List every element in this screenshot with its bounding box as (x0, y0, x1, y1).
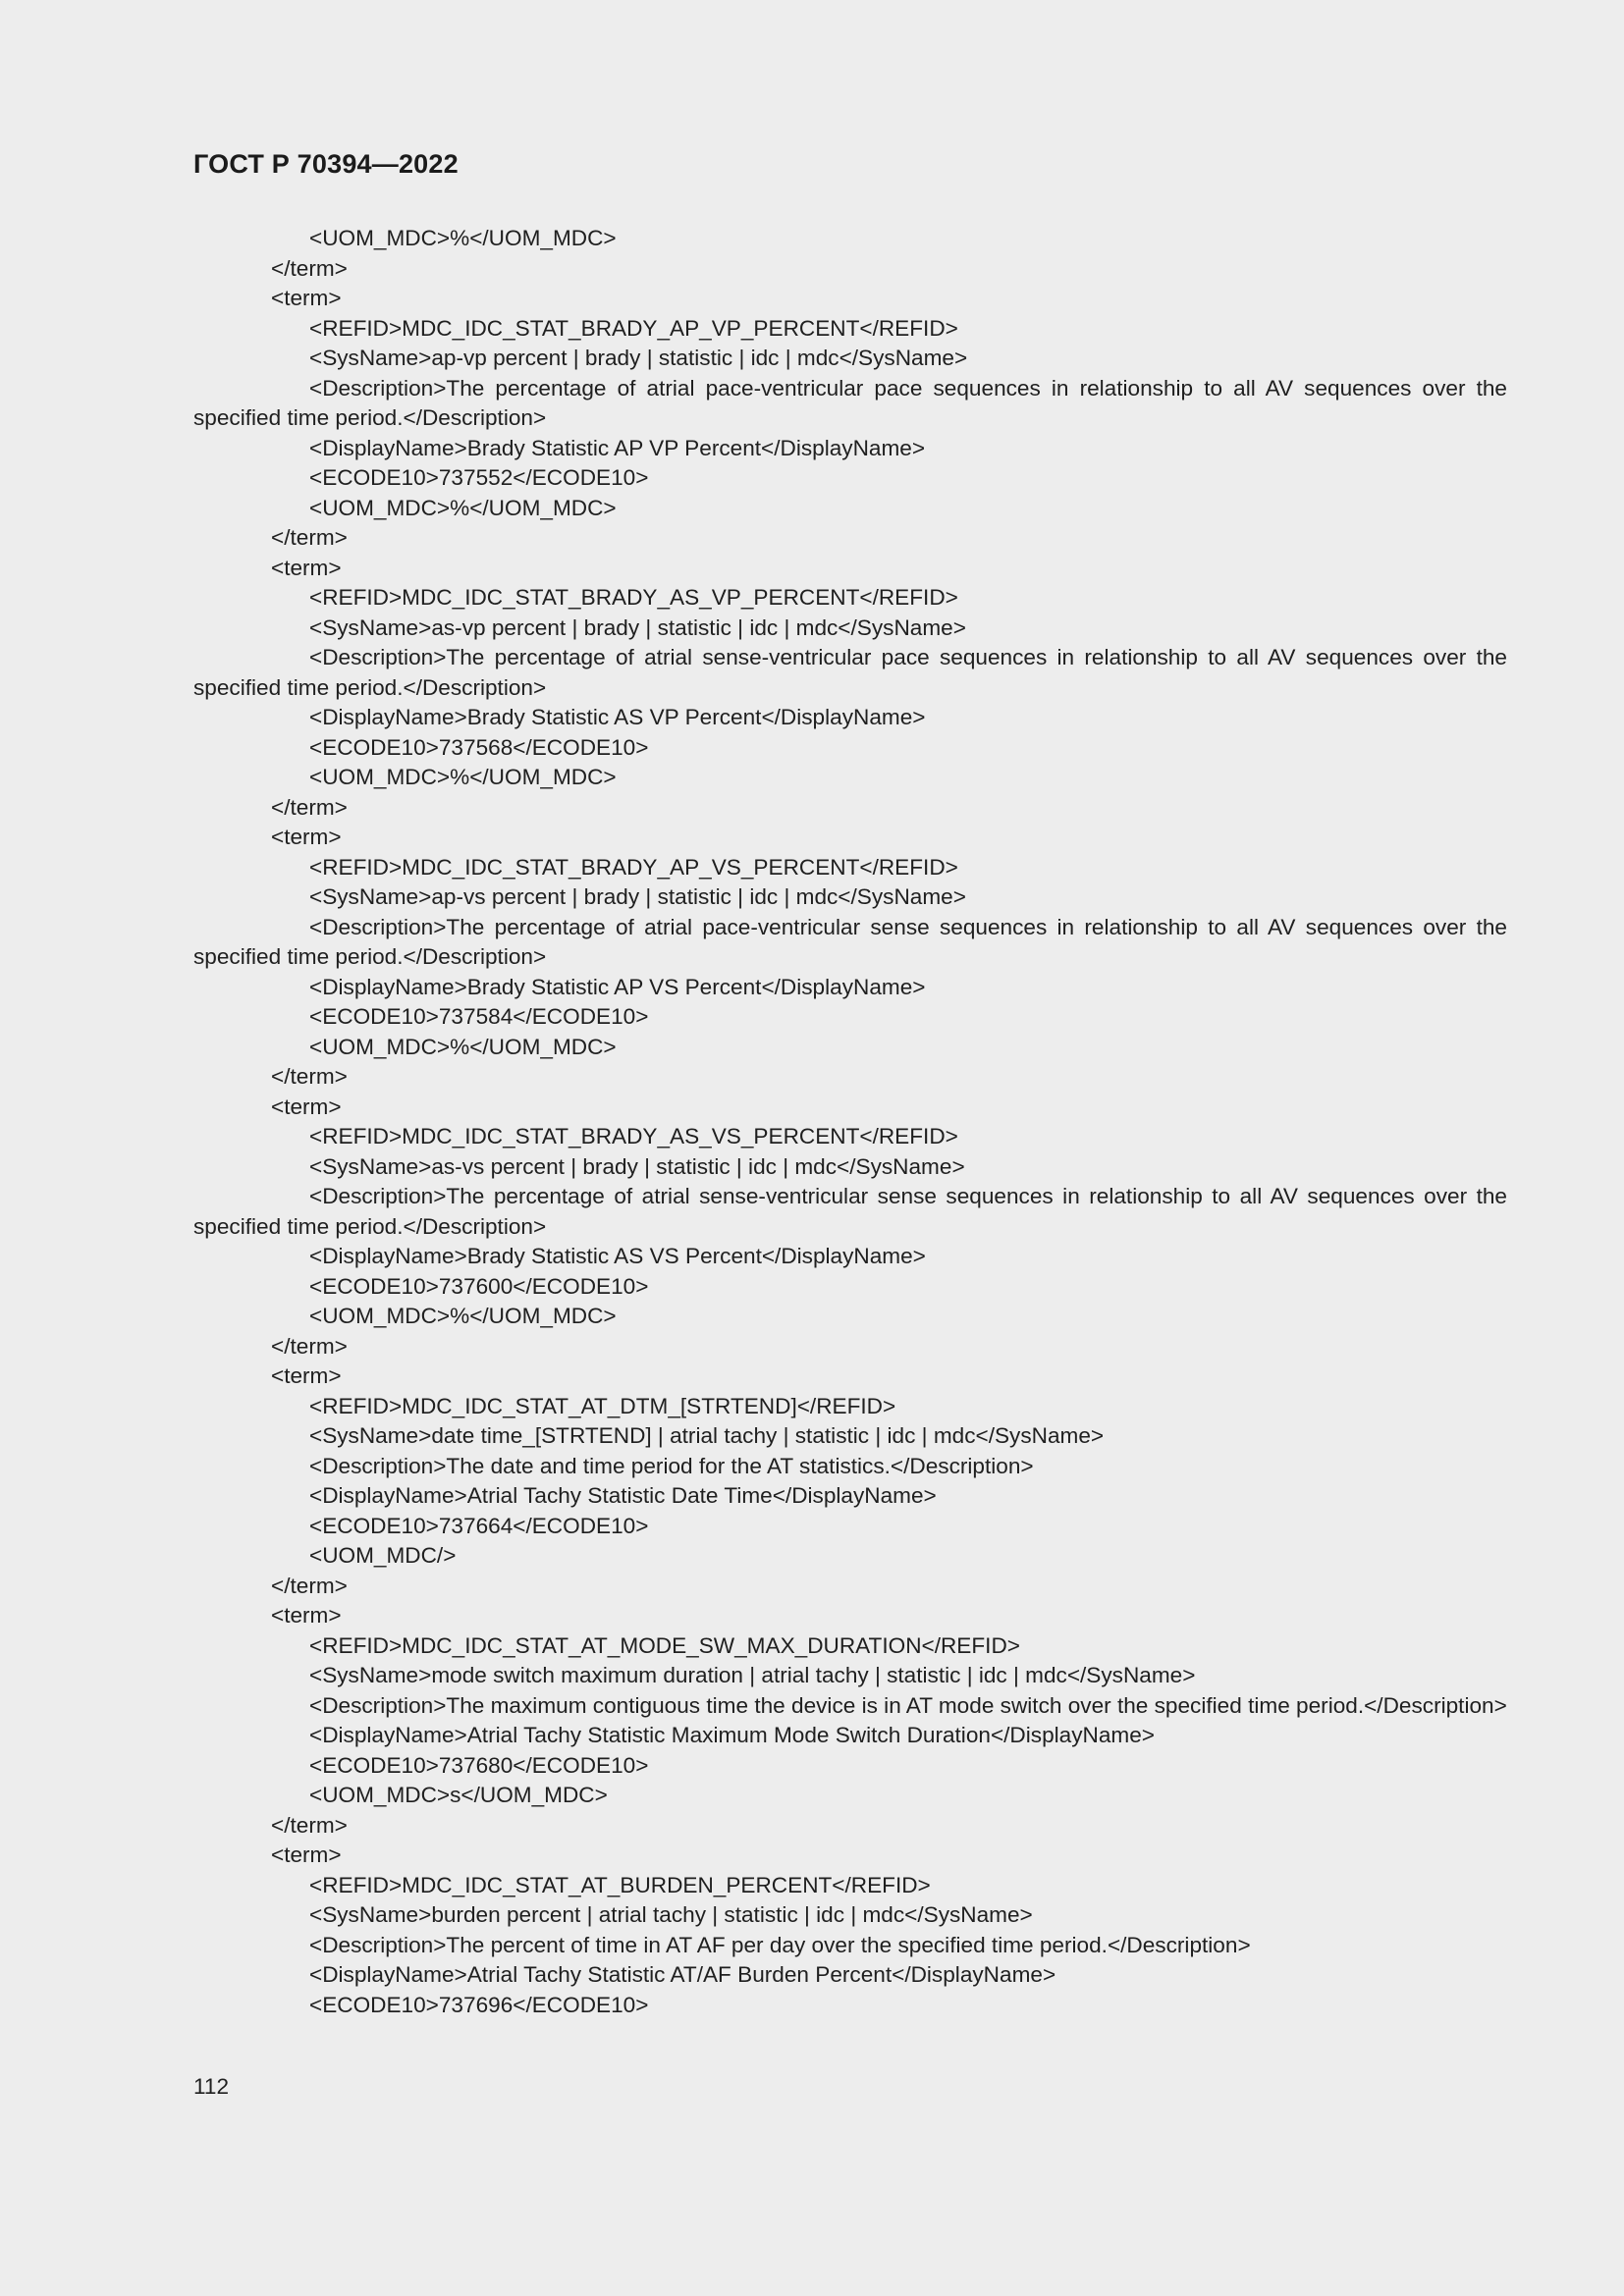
xml-line: <REFID>MDC_IDC_STAT_BRADY_AS_VP_PERCENT</REFID> (309, 585, 958, 610)
xml-line: <term> (271, 555, 342, 580)
xml-line: </term> (271, 794, 348, 820)
xml-description-paragraph: <Description>The maximum contiguous time the device is in AT mode switch over the specified time period.</Description> (309, 1692, 1507, 1718)
xml-line: <SysName>date time_[STRTEND] | atrial tachy | statistic | idc | mdc</SysName> (309, 1423, 1105, 1448)
xml-line: <term> (271, 1094, 342, 1119)
xml-line: <ECODE10>737696</ECODE10> (309, 1992, 649, 2017)
xml-line: <REFID>MDC_IDC_STAT_AT_MODE_SW_MAX_DURATION</REFID> (309, 1632, 1020, 1658)
xml-line: <ECODE10>737584</ECODE10> (309, 1004, 649, 1029)
xml-line: <UOM_MDC>%</UOM_MDC> (309, 226, 617, 250)
xml-line: <SysName>ap-vp percent | brady | statistic | idc | mdc</SysName> (309, 346, 968, 370)
xml-line: <DisplayName>Atrial Tachy Statistic Date Time</DisplayName> (309, 1483, 937, 1508)
xml-line: <Description>The percent of time in AT AF per day over the specified time period.</Description> (309, 1932, 1251, 1957)
xml-line: <ECODE10>737600</ECODE10> (309, 1273, 649, 1299)
xml-description-paragraph: <Description>The percentage of atrial pace-ventricular sense sequences in relationship to all AV sequences over the specified time period.</Description> (193, 914, 1507, 969)
xml-line: <DisplayName>Brady Statistic AP VS Percent</DisplayName> (309, 974, 926, 999)
xml-line: <ECODE10>737664</ECODE10> (309, 1513, 649, 1538)
xml-line: <term> (271, 1363, 342, 1388)
xml-line: <DisplayName>Brady Statistic AS VP Percent</DisplayName> (309, 705, 926, 729)
xml-line: <SysName>ap-vs percent | brady | statistic | idc | mdc</SysName> (309, 884, 966, 909)
xml-description-paragraph: <Description>The percentage of atrial pace-ventricular pace sequences in relationship to all AV sequences over the specified time period.</Description> (193, 375, 1507, 430)
xml-line: <UOM_MDC>%</UOM_MDC> (309, 1304, 617, 1328)
xml-line: <ECODE10>737552</ECODE10> (309, 465, 649, 490)
xml-line: <REFID>MDC_IDC_STAT_AT_DTM_[STRTEND]</REFID> (309, 1393, 896, 1418)
xml-line: <term> (271, 1603, 342, 1628)
xml-line: <DisplayName>Atrial Tachy Statistic Maximum Mode Switch Duration</DisplayName> (309, 1723, 1155, 1747)
xml-line: <REFID>MDC_IDC_STAT_BRADY_AP_VS_PERCENT</REFID> (309, 854, 958, 880)
xml-line: </term> (271, 255, 348, 281)
xml-listing (193, 224, 1507, 2020)
xml-line: <term> (271, 1842, 342, 1867)
xml-line: <SysName>as-vs percent | brady | statistic | idc | mdc</SysName> (309, 1153, 965, 1179)
xml-line: <UOM_MDC>%</UOM_MDC> (309, 1034, 617, 1059)
xml-line: </term> (271, 1064, 348, 1089)
xml-line: <DisplayName>Brady Statistic AP VP Percent</DisplayName> (309, 435, 926, 460)
page-number: 112 (193, 2074, 230, 2099)
xml-line: <Description>The date and time period for the AT statistics.</Description> (309, 1453, 1034, 1478)
xml-line: <SysName>burden percent | atrial tachy | statistic | idc | mdc</SysName> (309, 1902, 1033, 1927)
xml-line: <SysName>mode switch maximum duration | atrial tachy | statistic | idc | mdc</SysName> (309, 1663, 1196, 1687)
xml-line: </term> (271, 1812, 348, 1838)
document-header-title: ГОСТ Р 70394—2022 (193, 149, 459, 179)
xml-line: <ECODE10>737568</ECODE10> (309, 734, 649, 760)
xml-line: </term> (271, 525, 348, 550)
xml-line: <UOM_MDC>%</UOM_MDC> (309, 495, 617, 520)
xml-line: <term> (271, 286, 342, 310)
xml-line: <SysName>as-vp percent | brady | statistic | idc | mdc</SysName> (309, 614, 966, 640)
xml-line: <UOM_MDC/> (309, 1543, 457, 1568)
xml-line: </term> (271, 1333, 348, 1359)
xml-line: <term> (271, 825, 342, 849)
xml-line: <UOM_MDC>s</UOM_MDC> (309, 1783, 608, 1807)
xml-description-paragraph: <Description>The percentage of atrial sense-ventricular pace sequences in relationship to all AV sequences over the specified time period.</Description> (193, 645, 1507, 700)
xml-line: <REFID>MDC_IDC_STAT_BRADY_AS_VS_PERCENT</REFID> (309, 1124, 958, 1148)
xml-line: <DisplayName>Atrial Tachy Statistic AT/AF Burden Percent</DisplayName> (309, 1962, 1056, 1987)
xml-description-paragraph: <Description>The percentage of atrial sense-ventricular sense sequences in relationship to all AV sequences over the specified time period.</Description> (193, 1184, 1507, 1239)
xml-line: </term> (271, 1573, 348, 1598)
xml-line: <REFID>MDC_IDC_STAT_AT_BURDEN_PERCENT</REFID> (309, 1872, 931, 1897)
xml-line: <DisplayName>Brady Statistic AS VS Percent</DisplayName> (309, 1244, 926, 1268)
xml-line: <UOM_MDC>%</UOM_MDC> (309, 765, 617, 789)
xml-line: <ECODE10>737680</ECODE10> (309, 1752, 649, 1778)
xml-line: <REFID>MDC_IDC_STAT_BRADY_AP_VP_PERCENT</REFID> (309, 315, 958, 341)
